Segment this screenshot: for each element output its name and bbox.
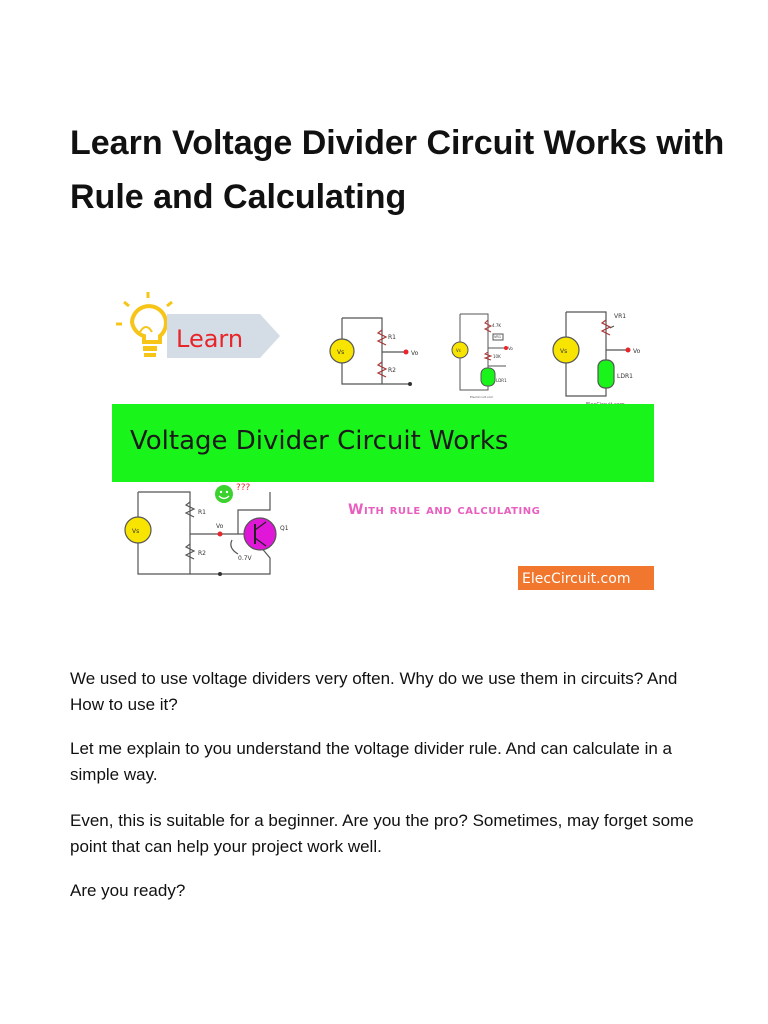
circuit2-output-label: Vo bbox=[508, 346, 513, 351]
banner-headline: Voltage Divider Circuit Works bbox=[130, 426, 509, 456]
circuit2-source-label: Vs bbox=[456, 348, 461, 353]
smiley-icon bbox=[215, 485, 233, 503]
circuit1-source-label: Vs bbox=[337, 349, 345, 356]
circuit2-ldr-label: LDR1 bbox=[496, 378, 507, 383]
circuit4-source-label: Vs bbox=[132, 528, 140, 535]
circuit4-r1-label: R1 bbox=[198, 509, 206, 516]
circuit2-rmid-label: 10K bbox=[493, 354, 501, 359]
circuit3-ldr-label: LDR1 bbox=[617, 373, 633, 380]
question-marks: ??? bbox=[236, 483, 251, 493]
circuit3-vr-label: VR1 bbox=[614, 313, 627, 320]
paragraph-explain: Let me explain to you understand the voltage divider rule. And can calculate in a simple way. bbox=[70, 739, 672, 784]
circuit2-vr-label: VR1 bbox=[494, 335, 502, 339]
brand-label: ElecCircuit.com bbox=[522, 571, 631, 587]
circuit4-r2-label: R2 bbox=[198, 550, 206, 557]
circuit1-output-label: Vo bbox=[411, 350, 419, 357]
circuit3-output-label: Vo bbox=[633, 348, 641, 355]
circuit4-output-label: Vo bbox=[216, 523, 224, 530]
circuit4-vbe-label: 0.7V bbox=[238, 555, 252, 562]
circuit3-source-label: Vs bbox=[560, 348, 568, 355]
document-title: Learn Voltage Divider Circuit Works with Rule and Calculating bbox=[70, 124, 725, 216]
circuit1-r1-label: R1 bbox=[388, 334, 396, 341]
banner-subline: With rule and calculating bbox=[348, 502, 541, 518]
circuit-diagram-4 bbox=[125, 492, 276, 576]
learn-label: Learn bbox=[176, 325, 244, 353]
paragraph-intro: We used to use voltage dividers very often. Why do we use them in circuits? And How to use it? bbox=[70, 669, 678, 714]
paragraph-ready: Are you ready? bbox=[70, 881, 186, 900]
circuit1-r2-label: R2 bbox=[388, 367, 396, 374]
paragraph-beginner: Even, this is suitable for a beginner. Are you the pro? Sometimes, may forget some point that can help your project work well. bbox=[70, 811, 694, 856]
article-banner-image bbox=[110, 292, 660, 602]
learn-tag bbox=[167, 314, 280, 358]
circuit4-transistor-label: Q1 bbox=[280, 525, 289, 532]
banner-illustration bbox=[110, 292, 660, 602]
circuit2-brand: ElecCircuit.com bbox=[470, 395, 494, 399]
circuit2-rtop-label: 4.7K bbox=[492, 323, 501, 328]
